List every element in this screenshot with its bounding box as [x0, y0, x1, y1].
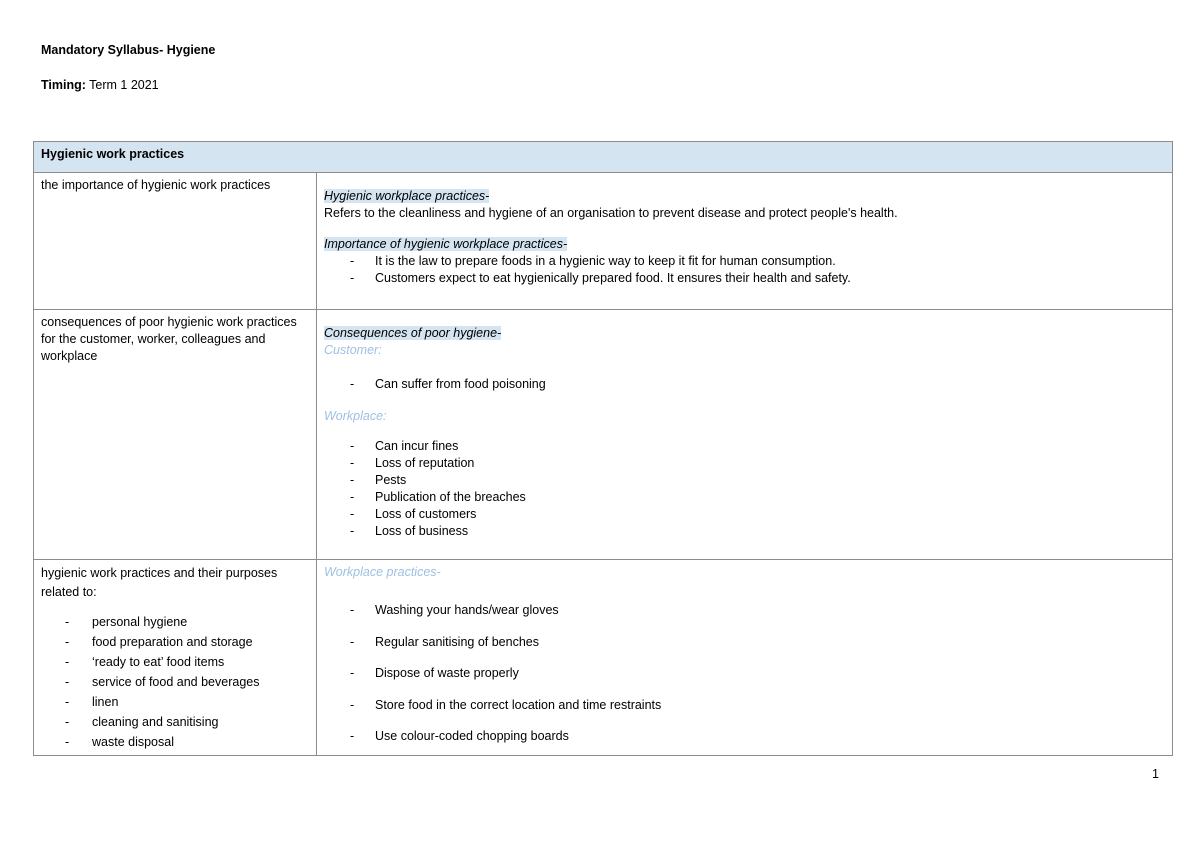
- timing-value: Term 1 2021: [85, 78, 159, 92]
- list-item: - personal hygiene: [41, 612, 309, 632]
- list-item: - Loss of business: [324, 523, 1165, 540]
- customer-list: [324, 376, 1165, 393]
- list-item: - Washing your hands/wear gloves: [324, 595, 1165, 627]
- list-item: - Pests: [324, 472, 1165, 489]
- syllabus-table: [33, 141, 1173, 756]
- consequences-heading: Consequences of poor hygiene-: [324, 326, 502, 340]
- importance-list: [324, 253, 1165, 287]
- practices-list: [324, 595, 1165, 753]
- row-content-cell: [317, 310, 1173, 560]
- list-item: - Store food in the correct location and time restraints: [324, 690, 1165, 722]
- list-item: - Can incur fines: [324, 438, 1165, 455]
- list-item: - food preparation and storage: [41, 632, 309, 652]
- definition-heading: Hygienic workplace practices-: [324, 189, 490, 203]
- table-header-cell: Hygienic work practices: [34, 142, 1173, 173]
- timing-label: Timing:: [41, 78, 86, 92]
- list-item: - ‘ready to eat’ food items: [41, 652, 309, 672]
- list-item: - Use colour-coded chopping boards: [324, 721, 1165, 753]
- workplace-list: [324, 438, 1165, 540]
- topic-list: [41, 612, 309, 752]
- definition-text: Refers to the cleanliness and hygiene of an organisation to prevent disease and protect people's health.: [324, 206, 898, 220]
- workplace-label: Workplace:: [324, 409, 387, 423]
- table-header-row: [34, 142, 1173, 173]
- row-topic-cell: the importance of hygienic work practices: [34, 173, 317, 310]
- practices-heading: Workplace practices-: [324, 565, 441, 579]
- list-item: - Publication of the breaches: [324, 489, 1165, 506]
- document-title: Mandatory Syllabus- Hygiene: [41, 43, 216, 57]
- timing-line: [41, 78, 159, 92]
- row-topic-cell: [34, 560, 317, 756]
- list-item: - linen: [41, 692, 309, 712]
- row-content-cell: [317, 560, 1173, 756]
- page-number: 1: [1152, 767, 1159, 781]
- list-item: - Loss of customers: [324, 506, 1165, 523]
- list-item: - Dispose of waste properly: [324, 658, 1165, 690]
- list-item: - Regular sanitising of benches: [324, 627, 1165, 659]
- table-row: [34, 310, 1173, 560]
- list-item: - It is the law to prepare foods in a hygienic way to keep it fit for human consumption.: [324, 253, 1165, 270]
- importance-heading: Importance of hygienic workplace practices-: [324, 237, 568, 251]
- list-item: - Loss of reputation: [324, 455, 1165, 472]
- row-content-cell: [317, 173, 1173, 310]
- row-topic-cell: consequences of poor hygienic work practices for the customer, worker, colleagues and workplace: [34, 310, 317, 560]
- table-row: [34, 173, 1173, 310]
- list-item: - cleaning and sanitising: [41, 712, 309, 732]
- topic-text: hygienic work practices and their purposes related to:: [41, 566, 278, 599]
- list-item: - waste disposal: [41, 732, 309, 752]
- table-row: [34, 560, 1173, 756]
- list-item: - Customers expect to eat hygienically prepared food. It ensures their health and safety.: [324, 270, 1165, 287]
- list-item: - Can suffer from food poisoning: [324, 376, 1165, 393]
- list-item: - service of food and beverages: [41, 672, 309, 692]
- customer-label: Customer:: [324, 343, 382, 357]
